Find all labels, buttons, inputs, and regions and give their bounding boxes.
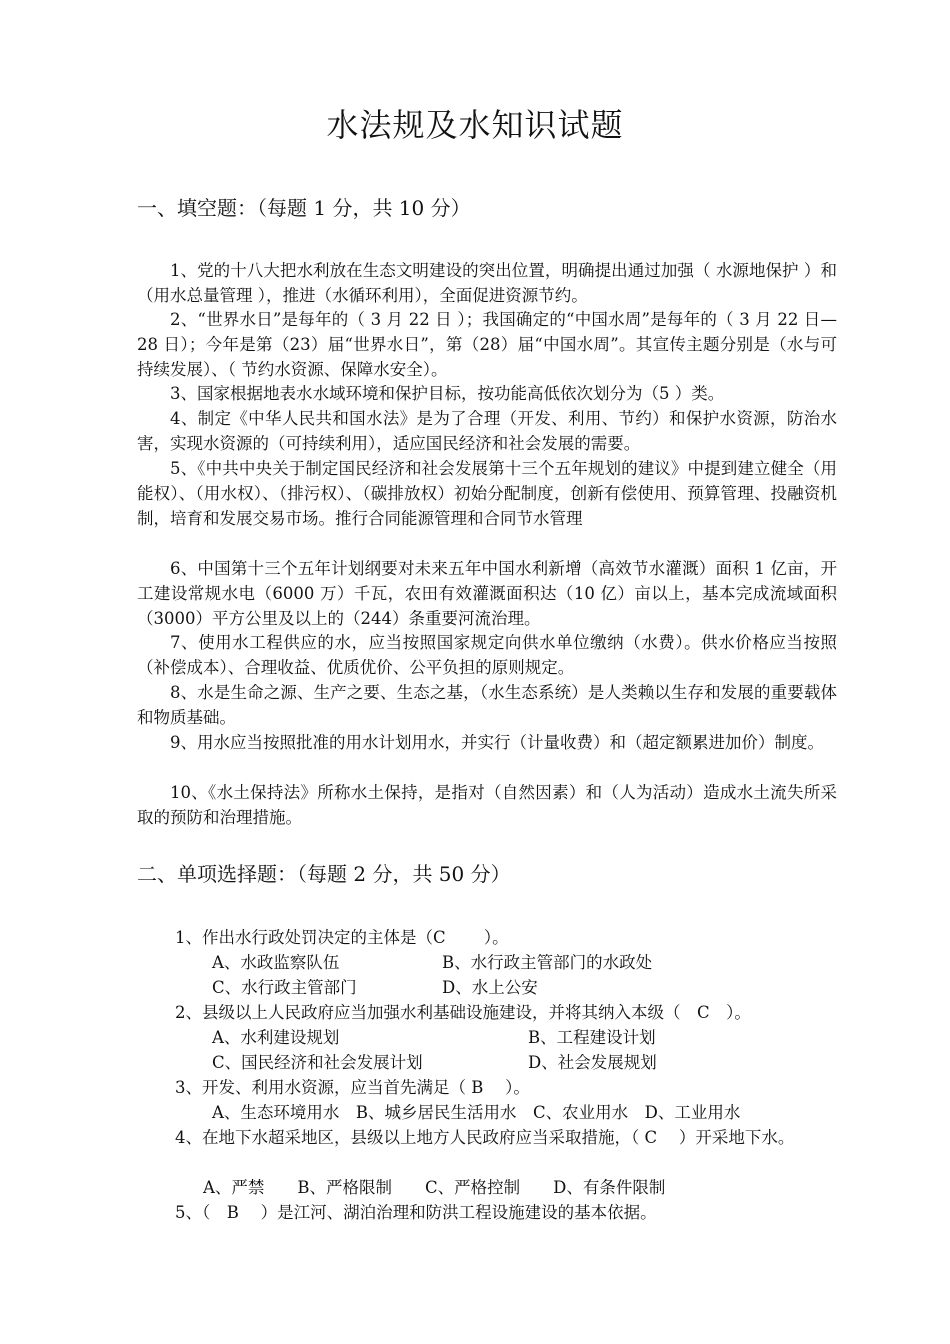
choice-question-1-option-d: D、水上公安 (442, 978, 538, 997)
choice-question-2-option-d: D、社会发展规划 (528, 1053, 657, 1072)
choice-question-1-option-b: B、水行政主管部门的水政处 (442, 953, 653, 972)
fill-in-question-7: 7、使用水工程供应的水，应当按照国家规定向供水单位缴纳（水费）。供水价格应当按照（补偿成本）、合理收益、优质优价、公平负担的原则规定。 (137, 633, 837, 677)
fill-in-question-3: 3、国家根据地表水水域环境和保护目标，按功能高低依次划分为（5 ）类。 (170, 384, 725, 403)
section-heading-single-choice: 二、单项选择题：（每题 2 分，共 50 分） (137, 862, 511, 886)
choice-question-2-stem: 2、县级以上人民政府应当加强水利基础设施建设，并将其纳入本级（ C ）。 (175, 1003, 751, 1022)
choice-question-1-option-a: A、水政监察队伍 (212, 953, 340, 972)
choice-question-1-option-c: C、水行政主管部门 (212, 978, 357, 997)
fill-in-question-2: 2、“世界水日”是每年的（ 3 月 22 日 ）；我国确定的“中国水周”是每年的（ 3 月 22 日—28 日）；今年是第（23）届“世界水日”，第（28）届“中国水周”。其宣传主题分别是（水与可持续发展）、（ 节约水资源、保障水安全）。 (137, 310, 837, 379)
choice-question-3-options: A、生态环境用水 B、城乡居民生活用水 C、农业用水 D、工业用水 (212, 1103, 741, 1122)
choice-question-4-stem: 4、在地下水超采地区，县级以上地方人民政府应当采取措施，（ C ）开采地下水。 (175, 1128, 795, 1147)
fill-in-question-5: 5、《中共中央关于制定国民经济和社会发展第十三个五年规划的建议》中提到建立健全（用能权）、（用水权）、（排污权）、（碳排放权）初始分配制度，创新有偿使用、预算管理、投融资机制，培育和发展交易市场。推行合同能源管理和合同节水管理 (137, 459, 837, 528)
choice-question-2-option-b: B、工程建设计划 (528, 1028, 656, 1047)
choice-question-2-option-c: C、国民经济和社会发展计划 (212, 1053, 423, 1072)
section-heading-fill-in: 一、填空题：（每题 1 分，共 10 分） (137, 196, 471, 220)
fill-in-question-6: 6、中国第十三个五年计划纲要对未来五年中国水利新增（高效节水灌溉）面积 1 亿亩，开工建设常规水电（6000 万）千瓦，农田有效灌溉面积达（10 亿）亩以上，基本完成流域面积（3000）平方公里及以上的（244）条重要河流治理。 (137, 559, 837, 628)
choice-question-2-option-a: A、水利建设规划 (212, 1028, 340, 1047)
choice-question-1-stem: 1、作出水行政处罚决定的主体是（C ）。 (175, 928, 509, 947)
fill-in-question-1: 1、党的十八大把水利放在生态文明建设的突出位置，明确提出通过加强（ 水源地保护 ）和（用水总量管理 ），推进（水循环利用），全面促进资源节约。 (137, 261, 837, 305)
fill-in-question-4: 4、制定《中华人民共和国水法》是为了合理（开发、利用、节约）和保护水资源，防治水害，实现水资源的（可持续利用），适应国民经济和社会发展的需要。 (137, 409, 837, 453)
choice-question-4-options: A、严禁 B、严格限制 C、严格控制 D、有条件限制 (203, 1178, 666, 1197)
fill-in-question-8: 8、水是生命之源、生产之要、生态之基，（水生态系统）是人类赖以生存和发展的重要载体和物质基础。 (137, 683, 837, 727)
choice-question-3-stem: 3、开发、利用水资源，应当首先满足（ B ）。 (175, 1078, 530, 1097)
choice-question-5-stem: 5、（ B ）是江河、湖泊治理和防洪工程设施建设的基本依据。 (175, 1203, 657, 1222)
fill-in-question-9: 9、用水应当按照批准的用水计划用水，并实行（计量收费）和（超定额累进加价）制度。 (170, 733, 824, 752)
fill-in-question-10: 10、《水土保持法》所称水土保持，是指对（自然因素）和（人为活动）造成水土流失所采取的预防和治理措施。 (137, 783, 837, 827)
page-title: 水法规及水知识试题 (326, 106, 624, 144)
